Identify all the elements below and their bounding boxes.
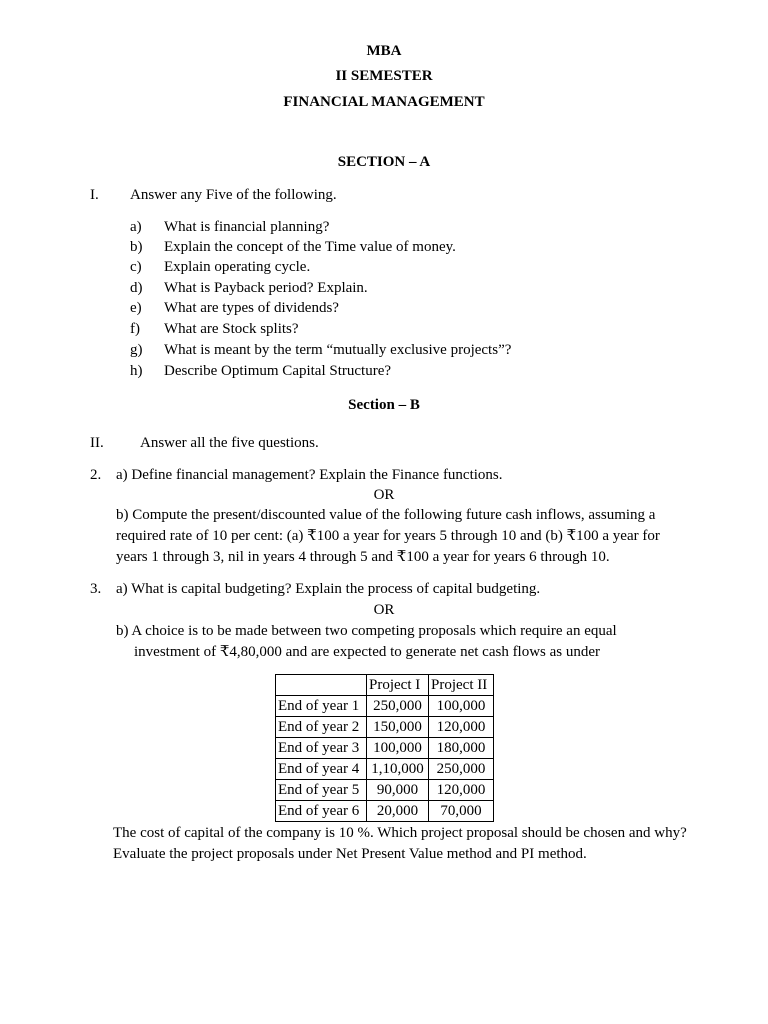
- item-label: d): [130, 280, 143, 296]
- table-cell: 180,000: [429, 738, 494, 759]
- table-cell: End of year 4: [276, 759, 367, 780]
- table-header-cell: Project I: [367, 675, 429, 696]
- course-title: MBA: [366, 43, 402, 59]
- table-cell: 250,000: [367, 696, 429, 717]
- item-text: Describe Optimum Capital Structure?: [164, 363, 392, 379]
- q2-number: 2.: [90, 467, 102, 483]
- item-text: What is Payback period? Explain.: [164, 280, 368, 296]
- item-text: What are Stock splits?: [164, 321, 299, 337]
- table-header-cell: [276, 675, 367, 696]
- table-row: [276, 759, 494, 780]
- item-text: What is meant by the term “mutually exclusive projects”?: [164, 342, 512, 358]
- q2-part-b-line2: required rate of 10 per cent: (a) ₹100 a year for years 5 through 10 and (b) ₹100 a year for: [116, 528, 660, 544]
- q3-part-b-line2: investment of ₹4,80,000 and are expected to generate net cash flows as under: [134, 644, 601, 660]
- table-cell: 100,000: [429, 696, 494, 717]
- section-b-roman: II.: [90, 435, 104, 451]
- section-a-roman: I.: [90, 187, 99, 203]
- table-cell: 1,10,000: [367, 759, 429, 780]
- table-row: [276, 780, 494, 801]
- item-label: g): [130, 342, 143, 358]
- table-cell: End of year 1: [276, 696, 367, 717]
- table-header-cell: Project II: [429, 675, 494, 696]
- table-cell: 250,000: [429, 759, 494, 780]
- item-label: b): [130, 239, 143, 255]
- item-label: h): [130, 363, 143, 379]
- section-a-title: SECTION – A: [337, 154, 431, 170]
- item-text: Explain the concept of the Time value of money.: [164, 239, 456, 255]
- item-label: f): [130, 321, 140, 337]
- q3-part-a: a) What is capital budgeting? Explain the process of capital budgeting.: [116, 581, 541, 597]
- q2-or: OR: [373, 487, 395, 503]
- table-cell: 90,000: [367, 780, 429, 801]
- table-cell: 150,000: [367, 717, 429, 738]
- table-cell: End of year 2: [276, 717, 367, 738]
- table-cell: 120,000: [429, 780, 494, 801]
- table-row: [276, 717, 494, 738]
- item-text: What are types of dividends?: [164, 300, 339, 316]
- table-cell: End of year 5: [276, 780, 367, 801]
- table-row: [276, 738, 494, 759]
- q3-after-line2: Evaluate the project proposals under Net Present Value method and PI method.: [113, 846, 587, 862]
- item-text: Explain operating cycle.: [164, 259, 311, 275]
- item-label: e): [130, 300, 142, 316]
- item-text: What is financial planning?: [164, 219, 330, 235]
- section-a-instruction: Answer any Five of the following.: [130, 187, 337, 203]
- q2-part-b-line3: years 1 through 3, nil in years 4 through 5 and ₹100 a year for years 6 through 10.: [116, 549, 610, 565]
- item-label: a): [130, 219, 142, 235]
- table-cell: 120,000: [429, 717, 494, 738]
- subject-title: FINANCIAL MANAGEMENT: [283, 94, 485, 110]
- table-cell: 70,000: [429, 801, 494, 822]
- table-header-row: [276, 675, 494, 696]
- item-label: c): [130, 259, 142, 275]
- table-cell: End of year 6: [276, 801, 367, 822]
- q2-part-b-line1: b) Compute the present/discounted value of the following future cash inflows, assuming a: [116, 507, 656, 523]
- table-row: [276, 801, 494, 822]
- q3-number: 3.: [90, 581, 102, 597]
- cash-flow-table: [275, 674, 494, 822]
- q3-after-line1: The cost of capital of the company is 10 %. Which project proposal should be chosen and why?: [113, 825, 687, 841]
- section-b-instruction: Answer all the five questions.: [140, 435, 319, 451]
- q3-part-b-line1: b) A choice is to be made between two competing proposals which require an equal: [116, 623, 617, 639]
- section-b-title: Section – B: [348, 397, 420, 413]
- table-row: [276, 696, 494, 717]
- table-cell: 20,000: [367, 801, 429, 822]
- semester-title: II SEMESTER: [335, 68, 433, 84]
- table-cell: 100,000: [367, 738, 429, 759]
- q2-part-a: a) Define financial management? Explain the Finance functions.: [116, 467, 503, 483]
- table-cell: End of year 3: [276, 738, 367, 759]
- q3-or: OR: [373, 602, 395, 618]
